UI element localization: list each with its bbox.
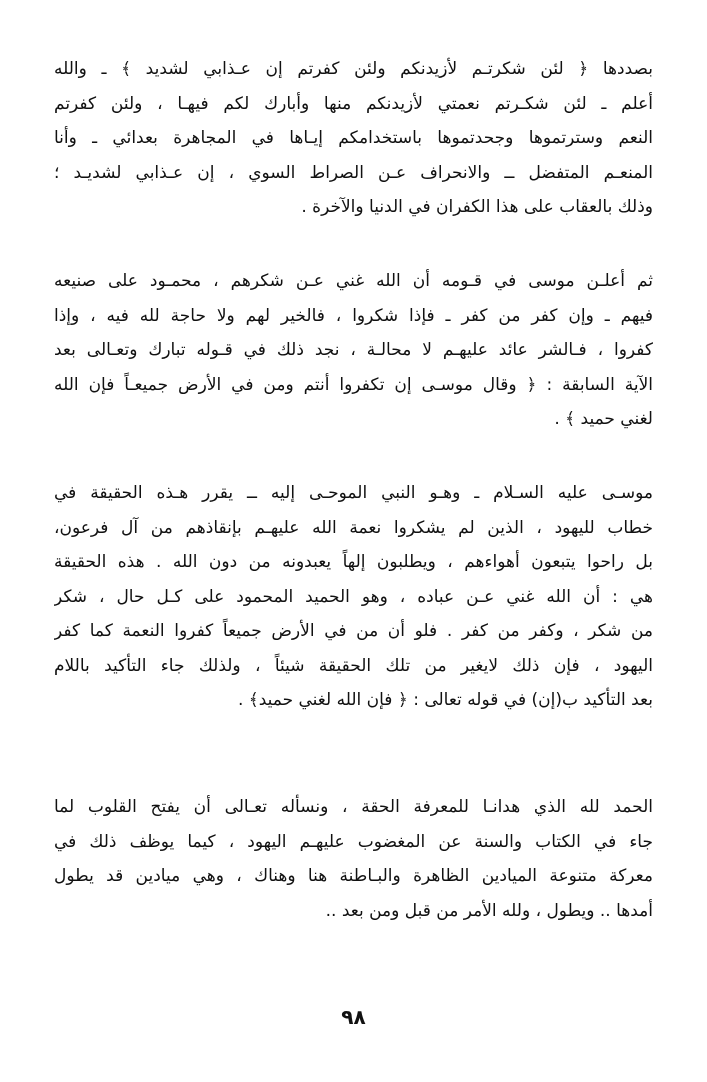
text-line: ثم أعلـن موسى في قـومه أن الله غني عـن شكرهم ، محمـود على صنيعه [54, 271, 653, 291]
text-line: أعلم ـ لئن شكـرتم نعمتي لأزيدنكم منها وأبارك لكم فيهـا ، ولئن كفرتم [54, 93, 653, 114]
paragraph-4 [54, 790, 653, 928]
text-line: بل راحوا يتبعون أهواءهم ، ويطلبون إلهاً يعبدونه من دون الله . هذه الحقيقة [54, 552, 653, 572]
paragraph-3 [54, 476, 653, 718]
text-line: أمدها .. ويطول ، ولله الأمر من قبل ومن بعد .. [325, 900, 653, 921]
text-line: هي : أن الله غني عـن عباده ، وهو الحميد المحمود على كـل حال ، شكر [54, 586, 653, 607]
text-line: بعد التأكيد ب(إن) في قوله تعالى : ﴿ فإن الله لغني حميد﴾ . [237, 690, 653, 710]
text-line: المنعـم المتفضل ــ والانحراف عـن الصراط السوي ، إن عـذابي لشديـد ؛ [54, 162, 653, 183]
text-line: النعم وسترتموها وجحدتموها باستخدامكم إيـاها في المجاهرة بعدائي ـ وأنا [54, 128, 653, 148]
text-line: الآية السابقة : ﴿ وقال موسـى إن تكفروا أنتم ومن في الأرض جميعـاً فإن الله [54, 374, 653, 395]
text-line: بصددها ﴿ لئن شكرتـم لأزيدنكم ولئن كفرتم إن عـذابي لشديد ﴾ ـ والله [54, 59, 653, 79]
text-line: لغني حميد ﴾ . [554, 409, 653, 429]
text-line: وذلك بالعقاب على هذا الكفران في الدنيا والآخرة . [301, 197, 653, 217]
page-number: ٩٨ [341, 1005, 366, 1029]
text-line: الحمد لله الذي هدانـا للمعرفة الحقة ، ونسأله تعـالى أن يفتح القلوب لما [54, 797, 653, 817]
text-line: موسـى عليه السـلام ـ وهـو النبي الموحـى إليه ــ يقرر هـذه الحقيقة في [54, 483, 653, 503]
text-line: خطاب لليهود ، الذين لم يشكروا نعمة الله عليهـم بإنقاذهم من آل فرعون، [54, 517, 653, 538]
text-line: كفروا ، فـالشر عائد عليهـم لا محالـة ، نجد ذلك في قـوله تبارك وتعـالى بعد [54, 340, 653, 360]
text-line: معركة متنوعة الميادين الظاهرة والبـاطنة هنا وهناك ، وهي ميادين قد يطول [54, 866, 653, 886]
paragraph-2 [54, 264, 653, 437]
text-line: جاء في الكتاب والسنة عن المغضوب عليهـم اليهود ، كيما يوظف ذلك في [54, 831, 653, 852]
text-line: اليهود ، فإن ذلك لايغير من تلك الحقيقة شيئاً ، ولذلك جاء التأكيد باللام [54, 655, 653, 676]
text-line: فيهم ـ وإن كفر من كفر ـ فإذا شكروا ، فالخير لهم ولا حاجة لله فيه ، وإذا [54, 305, 653, 326]
text-line: من شكر ، وكفر من كفر . فلو أن من في الأرض جميعاً كفروا النعمة كما كفر [54, 621, 653, 641]
paragraph-1 [54, 52, 653, 225]
